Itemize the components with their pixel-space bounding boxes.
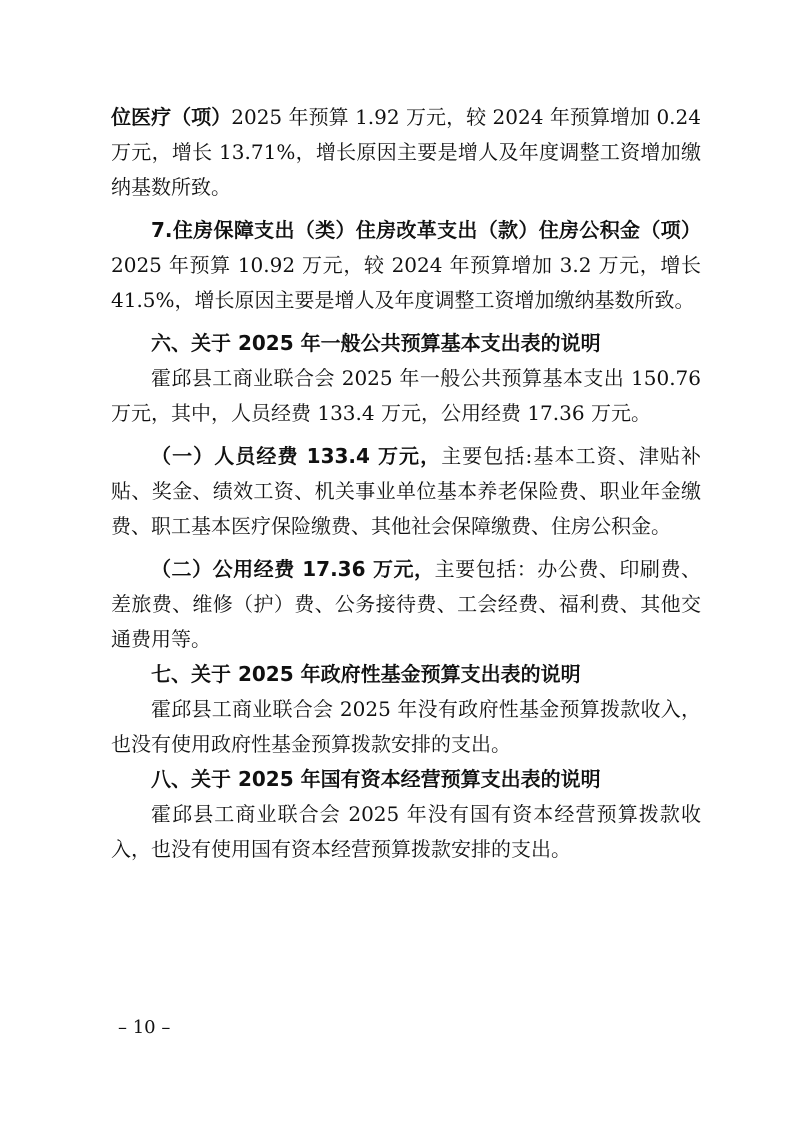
- section-heading-7: 七、关于 2025 年政府性基金预算支出表的说明: [151, 662, 581, 686]
- paragraph-text: 2025 年预算 1.92 万元，较 2024 年预算增加 0.24 万元，增长 13.71%，增长原因主要是增人及年度调整工资增加缴纳基数所致。: [111, 105, 701, 199]
- page-number: – 10 –: [118, 1017, 171, 1038]
- personnel-expense-paragraph: [111, 439, 701, 544]
- paragraph-text: 主要包括:基本工资、津贴补贴、奖金、绩效工资、机关事业单位基本养老保险费、职业年金缴费、职工基本医疗保险缴费、其他社会保障缴费、住房公积金。: [111, 444, 701, 538]
- section-heading-6: 六、关于 2025 年一般公共预算基本支出表的说明: [151, 331, 601, 355]
- body-text: [111, 100, 701, 867]
- item-title: 7.住房保障支出（类）住房改革支出（款）住房公积金（项）: [151, 218, 701, 242]
- item-title: 位医疗（项）: [111, 105, 232, 129]
- section-heading-8: 八、关于 2025 年国有资本经营预算支出表的说明: [151, 767, 601, 791]
- section-body-6: 霍邱县工商业联合会 2025 年一般公共预算基本支出 150.76 万元，其中，人员经费 133.4 万元，公用经费 17.36 万元。: [111, 366, 701, 425]
- paragraph-text: 2025 年预算 10.92 万元，较 2024 年预算增加 3.2 万元，增长 41.5%，增长原因主要是增人及年度调整工资增加缴纳基数所致。: [111, 253, 701, 312]
- item-title: （二）公用经费 17.36 万元，: [151, 557, 435, 581]
- paragraph-text: 主要包括：办公费、印刷费、差旅费、维修（护）费、公务接待费、工会经费、福利费、其他交通费用等。: [111, 557, 701, 651]
- section-body-8: 霍邱县工商业联合会 2025 年没有国有资本经营预算拨款收入，也没有使用国有资本经营预算拨款安排的支出。: [111, 802, 701, 861]
- public-expense-paragraph: [111, 552, 701, 657]
- section-body-7: 霍邱县工商业联合会 2025 年没有政府性基金预算拨款收入，也没有使用政府性基金预算拨款安排的支出。: [111, 697, 701, 756]
- paragraph-housing-fund: [111, 213, 701, 318]
- item-title: （一）人员经费 133.4 万元，: [151, 444, 442, 468]
- paragraph-medical-item: [111, 100, 701, 205]
